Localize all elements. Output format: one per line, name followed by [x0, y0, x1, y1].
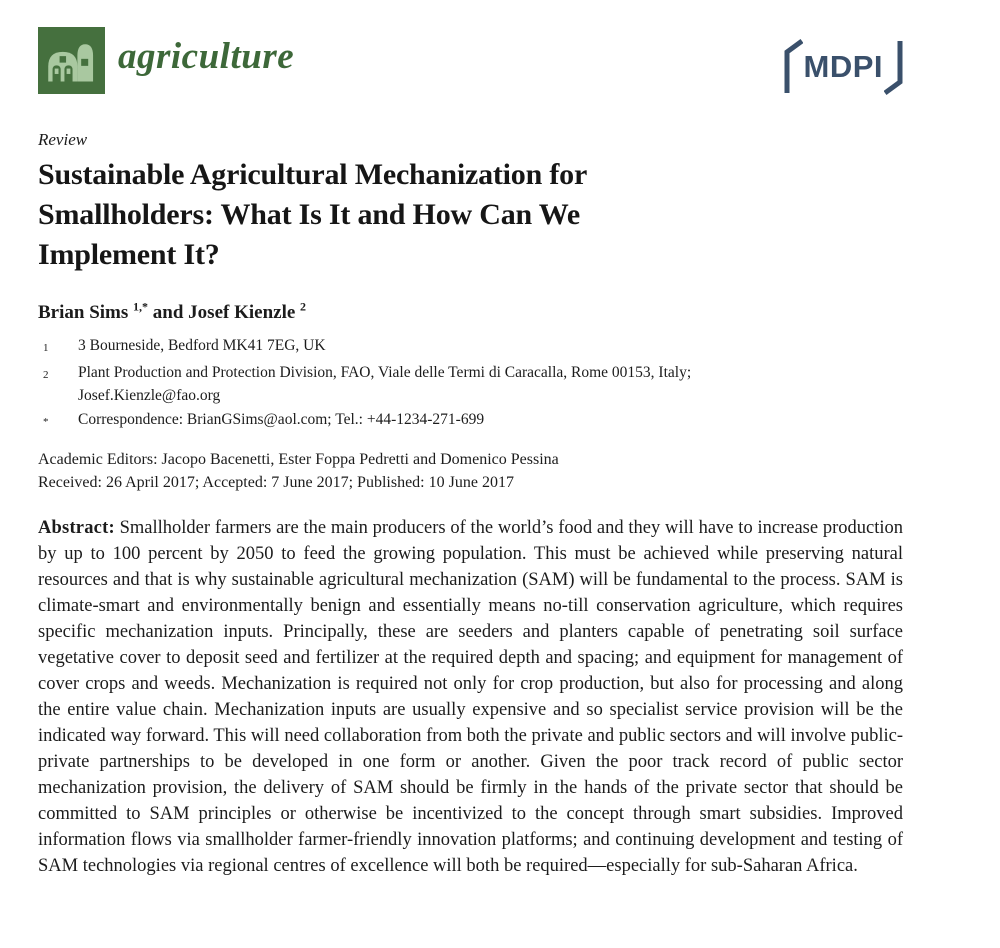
- abstract-paragraph: [38, 515, 903, 879]
- mdpi-hexagon-left-icon: [783, 38, 803, 96]
- author-name-2: Josef Kienzle: [188, 302, 296, 323]
- affiliation-marker: 1: [43, 342, 49, 354]
- mdpi-hexagon-right-icon: [884, 38, 904, 96]
- journal-header: [0, 0, 1000, 96]
- affiliation-list: [38, 334, 903, 434]
- affiliation-text-line-1: Plant Production and Protection Division, FAO, Viale delle Termi di Caracalla, Rome 00153, Italy;: [78, 363, 692, 381]
- article-front-matter: [0, 129, 1000, 879]
- agriculture-journal-logo: [38, 27, 294, 94]
- affiliation-row: [38, 361, 903, 408]
- author-superscript-2: 2: [300, 299, 307, 314]
- mdpi-wordmark: MDPI: [803, 49, 883, 84]
- abstract-text: Smallholder farmers are the main producers of the world’s food and they will have to increase production by up to 100 percent by 2050 to feed the growing population. This must be achieved while preserving natural resources and that is why sustainable agricultural mechanization (SAM) will be fundamental to the process. SAM is climate-smart and environmentally benign and essentially means no-till conservation agriculture, which requires specific mechanization inputs. Principally, these are seeders and planters capable of penetrating soil surface vegetative cover to deposit seed and fertilizer at the required depth and spacing; and equipment for management of cover crops and weeds. Mechanization is required not only for crop production, but also for processing and along the entire value chain. Mechanization inputs are usually expensive and so specialist service provision will be the indicated way forward. This will need collaboration from both the private and public sectors and will involve public-private partnerships to be developed in one form or another. Given the poor track record of public sector mechanization provision, the delivery of SAM should be firmly in the hands of the private sector that should be committed to SAM principles or otherwise be incentivized to the concept through smart subsidies. Improved information flows via smallholder farmer-friendly innovation platforms; and continuing development and testing of SAM technologies via regional centres of excellence will both be required—especially for sub-Saharan Africa.: [38, 518, 904, 876]
- dates-line: Received: 26 April 2017; Accepted: 7 June 2017; Published: 10 June 2017: [38, 474, 514, 491]
- correspondence-text: Correspondence: BrianGSims@aol.com; Tel.: +44-1234-271-699: [78, 410, 485, 428]
- title-line-3: Implement It?: [38, 238, 220, 271]
- affiliation-text: [78, 361, 903, 408]
- article-type-label: Review: [38, 130, 88, 149]
- journal-name: agriculture: [118, 36, 295, 77]
- article-title: [38, 155, 903, 275]
- title-line-1: Sustainable Agricultural Mechanization for: [38, 158, 588, 191]
- abstract-label: Abstract:: [38, 518, 115, 538]
- affiliation-marker: 2: [43, 368, 49, 381]
- affiliation-text: 3 Bourneside, Bedford MK41 7EG, UK: [78, 337, 326, 354]
- affiliation-row: [38, 408, 903, 435]
- barn-icon: [45, 34, 99, 88]
- affiliation-row: [38, 334, 903, 361]
- affiliation-email: Josef.Kienzle@fao.org: [78, 387, 221, 404]
- author-superscript-1: 1,*: [133, 299, 149, 314]
- author-name-1: Brian Sims: [38, 302, 129, 323]
- editorial-info-block: [38, 448, 903, 494]
- affiliation-marker: *: [43, 415, 49, 428]
- authors-line: [38, 300, 903, 325]
- agriculture-logo-square: [38, 27, 105, 94]
- academic-editors-line: Academic Editors: Jacopo Bacenetti, Ester Foppa Pedretti and Domenico Pessina: [38, 451, 559, 468]
- authors-joiner: and: [152, 302, 184, 323]
- mdpi-logo: [783, 38, 905, 96]
- title-line-2: Smallholders: What Is It and How Can We: [38, 198, 581, 231]
